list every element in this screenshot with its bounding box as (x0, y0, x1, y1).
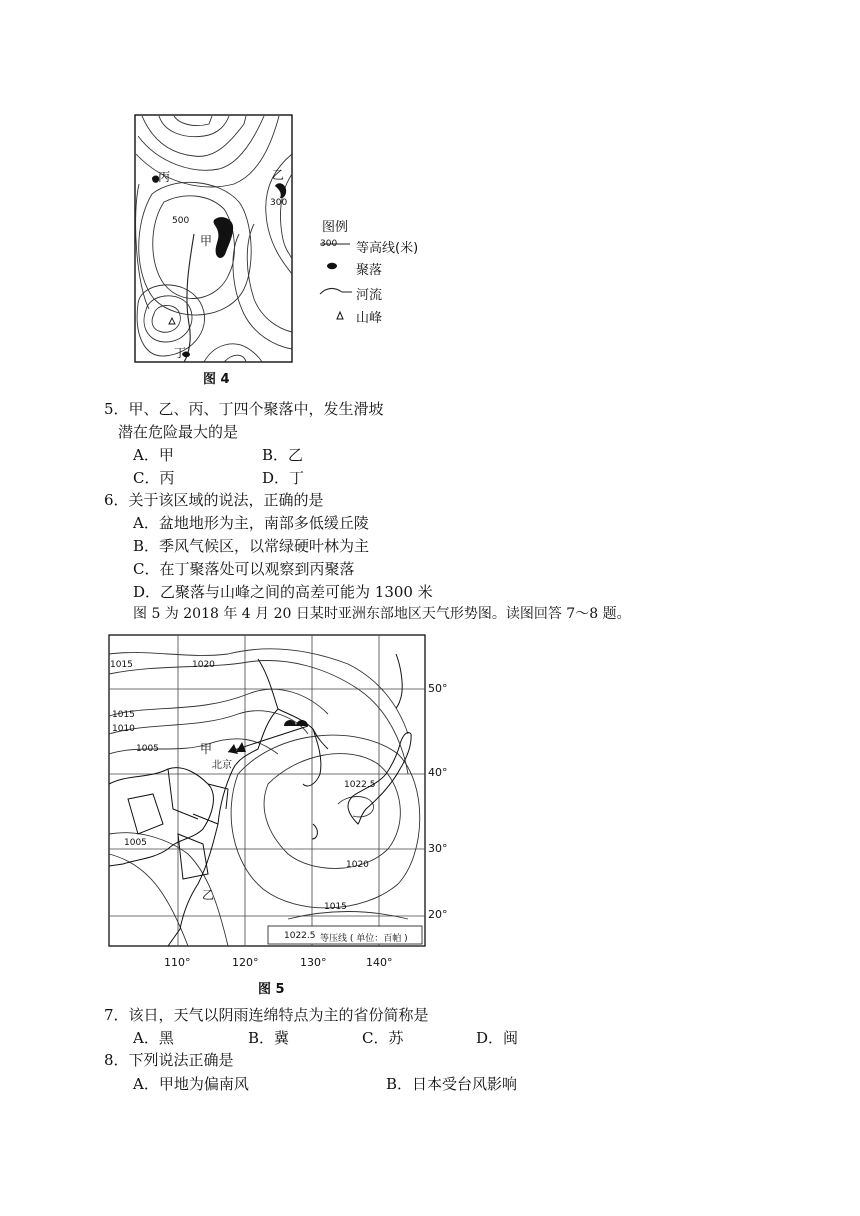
point-jia: 甲 (200, 742, 213, 756)
question-8-option-b[interactable]: B．日本受台风影响 (386, 1075, 518, 1093)
isobar-label-1020-top: 1020 (192, 660, 215, 670)
legend-settlement-text: 聚落 (356, 263, 383, 278)
legend-title: 图例 (322, 220, 349, 235)
isobar-label-1022-5: 1022.5 (344, 780, 376, 790)
lon-label-140: 140° (366, 956, 393, 969)
point-beijing: 北京 (212, 760, 232, 771)
label-contour-500: 500 (172, 216, 190, 226)
lon-label-110: 110° (164, 956, 191, 969)
lat-label-30: 30° (428, 842, 448, 855)
lon-label-130: 130° (300, 956, 327, 969)
legend-contour-value: 300 (320, 239, 338, 249)
legend-river-symbol (318, 284, 354, 298)
lat-label-20: 20° (428, 908, 448, 921)
question-5-stem-line2: 潜在危险最大的是 (118, 423, 239, 441)
question-6-option-b[interactable]: B．季风气候区，以常绿硬叶林为主 (133, 537, 370, 555)
question-6-option-a[interactable]: A．盆地地形为主，南部多低缓丘陵 (133, 514, 369, 532)
figure-5-caption: 图 5 (258, 982, 285, 997)
isobar-label-1005-lower: 1005 (124, 838, 147, 848)
label-jia: 甲 (200, 234, 213, 248)
question-5-stem-line1: 5．甲、乙、丙、丁四个聚落中，发生滑坡 (104, 400, 384, 418)
isobar-label-1015-mid: 1015 (112, 710, 135, 720)
question-7-option-a[interactable]: A．黑 (133, 1029, 174, 1047)
question-5-option-d[interactable]: D．丁 (262, 469, 305, 487)
isobar-label-1005-left: 1005 (136, 744, 159, 754)
question-6-option-c[interactable]: C．在丁聚落处可以观察到丙聚落 (133, 560, 355, 578)
question-8-stem: 8．下列说法正确是 (104, 1051, 234, 1069)
question-6-stem: 6．关于该区域的说法，正确的是 (104, 491, 324, 509)
legend-river-text: 河流 (356, 288, 383, 303)
legend-settlement-symbol (324, 260, 340, 272)
question-5-option-c[interactable]: C．丙 (133, 469, 175, 487)
legend-isobar-text: 等压线 ( 单位：百帕 ) (320, 934, 408, 944)
question-5-option-a[interactable]: A．甲 (133, 446, 174, 464)
topographic-map (134, 114, 294, 364)
figure-4-caption: 图 4 (203, 372, 230, 387)
legend-isobar-value: 1022.5 (284, 931, 316, 941)
legend-contour-text: 等高线(米) (356, 241, 419, 256)
figure-5 (108, 634, 448, 974)
legend-peak-text: 山峰 (356, 311, 383, 326)
lat-label-40: 40° (428, 766, 448, 779)
figure-4-legend (318, 214, 428, 324)
label-yi: 乙 (272, 168, 285, 182)
lon-label-120: 120° (232, 956, 259, 969)
isobar-label-1015-lower: 1015 (324, 902, 347, 912)
label-contour-300: 300 (270, 198, 288, 208)
question-7-option-b[interactable]: B．冀 (248, 1029, 290, 1047)
point-yi: 乙 (202, 888, 215, 902)
isobar-label-1015-top: 1015 (110, 660, 133, 670)
figure-4 (134, 114, 294, 364)
label-bing: 丙 (158, 170, 171, 184)
isobar-label-1010: 1010 (112, 724, 135, 734)
question-7-option-c[interactable]: C．苏 (362, 1029, 404, 1047)
label-ding: 丁 (174, 346, 187, 360)
question-6-option-d[interactable]: D．乙聚落与山峰之间的高差可能为 1300 米 (133, 583, 433, 601)
question-7-option-d[interactable]: D．闽 (476, 1029, 519, 1047)
weather-map (108, 634, 448, 950)
question-5-option-b[interactable]: B．乙 (262, 446, 304, 464)
question-7-stem: 7．该日，天气以阴雨连绵特点为主的省份简称是 (104, 1006, 429, 1024)
peak-icon (334, 309, 346, 321)
section-intro: 图 5 为 2018 年 4 月 20 日某时亚洲东部地区天气形势图。读图回答 7～8 题。 (133, 606, 631, 622)
isobar-label-1020-lower: 1020 (346, 860, 369, 870)
lat-label-50: 50° (428, 682, 448, 695)
question-8-option-a[interactable]: A．甲地为偏南风 (133, 1075, 249, 1093)
